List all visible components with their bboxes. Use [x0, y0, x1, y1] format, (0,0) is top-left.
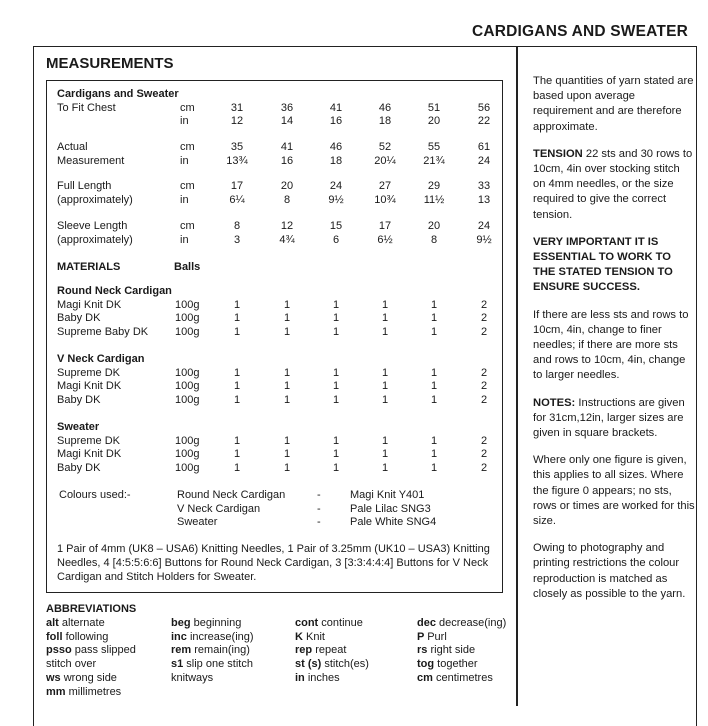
ball-quantity: 1 — [430, 380, 438, 392]
ball-quantity: 1 — [430, 461, 438, 474]
abbreviation-term: alt — [46, 617, 62, 629]
one-figure-note: Where only one figure is given, this applies to all sizes. Where the figure 0 appears; no sts, rows or times are worked for this size. — [533, 454, 695, 528]
abbreviation-meaning: knitways — [171, 671, 214, 684]
abbreviation-meaning: repeat — [315, 644, 347, 657]
actual-in-value: 24 — [477, 154, 491, 167]
chest-cm-value: 46 — [378, 101, 392, 114]
sleeve-in-value: 9½ — [476, 233, 492, 246]
ball-quantity: 1 — [332, 393, 340, 406]
abbreviation-meaning: pass slipped — [74, 644, 136, 657]
ball-quantity: 2 — [480, 434, 488, 447]
abbreviation-item — [171, 644, 250, 658]
yarn-name: Magi Knit DK — [57, 380, 122, 392]
notes-note — [533, 396, 695, 442]
ball-quantity: 1 — [430, 393, 438, 406]
material-group-title: V Neck Cardigan — [57, 353, 145, 365]
ball-quantity: 1 — [283, 312, 291, 324]
colour-name: Pale Lilac SNG3 — [350, 502, 431, 515]
colour-dash: - — [317, 516, 321, 528]
length-unit-in: in — [180, 193, 189, 206]
sleeve-unit-in: in — [180, 233, 189, 246]
ball-quantity: 1 — [233, 312, 241, 324]
abbreviation-term: dec — [417, 617, 440, 629]
ball-quantity: 1 — [332, 325, 340, 338]
abbreviation-meaning: slip one stitch — [186, 658, 253, 671]
abbreviation-meaning: remain(ing) — [194, 644, 250, 657]
sidebar-notes — [533, 74, 695, 614]
abbreviation-term: psso — [46, 644, 75, 657]
sleeve-label: Sleeve Length — [57, 220, 128, 232]
ball-quantity: 1 — [283, 380, 291, 392]
needles-line: 1 Pair of 4mm (UK8 – USA6) Knitting Needles, 1 Pair of 3.25mm (UK10 – USA3) Knitting — [57, 543, 490, 555]
abbreviations-title: ABBREVIATIONS — [46, 603, 137, 615]
tension-note — [533, 147, 695, 223]
ball-quantity: 1 — [332, 434, 340, 447]
abbreviation-meaning: centimetres — [435, 671, 493, 684]
yarn-weight: 100g — [175, 448, 200, 460]
abbreviation-item — [46, 686, 121, 700]
length-in-value: 10¾ — [374, 193, 396, 206]
chest-cm-value: 56 — [477, 101, 491, 114]
ball-quantity: 1 — [233, 434, 241, 447]
actual-cm-value: 35 — [230, 141, 244, 153]
ball-quantity: 1 — [381, 312, 389, 324]
length-in-value: 6¼ — [229, 193, 245, 206]
actual-cm-value: 55 — [427, 141, 441, 153]
colour-dash: - — [317, 502, 321, 515]
actual-cm-value: 52 — [378, 141, 392, 153]
measurements-title: MEASUREMENTS — [46, 55, 174, 72]
ball-quantity: 2 — [480, 325, 488, 338]
abbreviation-term: inc — [171, 630, 190, 643]
length-cm-value: 27 — [378, 180, 392, 192]
notes-label: NOTES: — [533, 396, 576, 409]
sleeve-in-value: 6 — [332, 233, 340, 246]
chest-in-value: 12 — [230, 115, 244, 127]
abbreviation-meaning: decrease(ing) — [439, 617, 507, 629]
material-group-title: Round Neck Cardigan — [57, 285, 172, 297]
yarn-quantities-note: The quantities of yarn stated are based upon average requirement and are therefore approximate. — [533, 75, 694, 133]
ball-quantity: 1 — [233, 380, 241, 392]
sleeve-cm-value: 20 — [427, 220, 441, 232]
length-in-value: 13 — [477, 193, 491, 206]
yarn-weight: 100g — [175, 312, 200, 324]
yarn-name: Magi Knit DK — [57, 448, 122, 460]
needles-line: Needles, 4 [4:5:5:6:6] Buttons for Round Neck Cardigan, 3 [3:3:4:4:4] Buttons for V Neck — [57, 557, 489, 569]
abbreviation-meaning: alternate — [61, 617, 105, 629]
length-label-2: (approximately) — [57, 193, 133, 206]
colour-name: Pale White SNG4 — [350, 516, 437, 528]
actual-unit-cm: cm — [180, 141, 195, 153]
abbreviation-item — [417, 672, 493, 686]
abbreviation-meaning: together — [437, 658, 478, 671]
ball-quantity: 2 — [480, 366, 488, 379]
yarn-name: Supreme Baby DK — [57, 325, 149, 338]
chest-unit-cm: cm — [180, 101, 195, 114]
notes-text: Instructions are given for 31cm,12in, larger sizes are given in square brackets. — [533, 396, 685, 440]
abbreviation-item — [295, 644, 346, 658]
ball-quantity: 1 — [283, 448, 291, 460]
ball-quantity: 1 — [233, 461, 241, 474]
ball-quantity: 1 — [283, 461, 291, 474]
ball-quantity: 1 — [430, 312, 438, 324]
actual-in-value: 20¼ — [374, 154, 396, 167]
ball-quantity: 1 — [332, 380, 340, 392]
abbreviation-meaning: wrong side — [63, 671, 117, 684]
abbreviation-item — [295, 658, 369, 672]
actual-cm-value: 61 — [477, 141, 491, 153]
ball-quantity: 1 — [233, 366, 241, 379]
ball-quantity: 1 — [233, 298, 241, 311]
abbreviation-term: in — [295, 671, 308, 684]
ball-quantity: 1 — [332, 461, 340, 474]
abbreviation-item — [171, 631, 254, 645]
chest-in-value: 20 — [427, 115, 441, 127]
yarn-weight: 100g — [175, 366, 200, 379]
abbreviation-meaning: stitch over — [46, 658, 97, 671]
abbreviation-term: rs — [417, 644, 431, 657]
sleeve-label-2: (approximately) — [57, 233, 133, 246]
abbreviation-term: P — [417, 630, 428, 643]
chest-cm-value: 31 — [230, 101, 244, 114]
colour-garment: V Neck Cardigan — [177, 502, 261, 515]
length-unit-cm: cm — [180, 180, 195, 192]
ball-quantity: 1 — [332, 366, 340, 379]
ball-quantity: 1 — [381, 393, 389, 406]
yarn-weight: 100g — [175, 461, 200, 474]
yarn-name: Supreme DK — [57, 366, 120, 379]
chest-label: To Fit Chest — [57, 101, 116, 114]
ball-quantity: 1 — [283, 298, 291, 311]
ball-quantity: 1 — [381, 448, 389, 460]
sleeve-cm-value: 17 — [378, 220, 392, 232]
ball-quantity: 1 — [332, 298, 340, 311]
abbreviation-item — [295, 617, 363, 631]
ball-quantity: 1 — [381, 298, 389, 311]
yarn-name: Supreme DK — [57, 434, 120, 447]
ball-quantity: 1 — [381, 461, 389, 474]
length-in-value: 8 — [283, 193, 291, 206]
abbreviation-item — [46, 617, 105, 631]
ball-quantity: 1 — [283, 393, 291, 406]
sleeve-in-value: 8 — [430, 233, 438, 246]
abbreviation-item — [171, 617, 241, 631]
ball-quantity: 2 — [480, 461, 488, 474]
abbreviation-item — [46, 644, 136, 658]
ball-quantity: 2 — [480, 380, 488, 392]
yarn-name: Baby DK — [57, 393, 101, 406]
length-in-value: 11½ — [423, 193, 445, 206]
colour-name: Magi Knit Y401 — [350, 489, 425, 501]
abbreviation-item — [46, 658, 96, 672]
length-cm-value: 29 — [427, 180, 441, 192]
ball-quantity: 1 — [332, 312, 340, 324]
tension-label: TENSION — [533, 147, 583, 160]
ball-quantity: 2 — [480, 298, 488, 311]
ball-quantity: 1 — [430, 448, 438, 460]
abbreviation-item — [417, 658, 478, 672]
abbreviation-term: rem — [171, 644, 195, 657]
abbreviation-meaning: following — [65, 630, 109, 643]
length-in-value: 9½ — [328, 193, 344, 206]
abbreviation-item — [417, 631, 447, 645]
abbreviation-term: cont — [295, 617, 322, 629]
abbreviation-term: tog — [417, 658, 438, 671]
sleeve-cm-value: 24 — [477, 220, 491, 232]
abbreviation-meaning: right side — [430, 644, 476, 657]
ball-quantity: 1 — [430, 325, 438, 338]
abbreviation-item — [295, 672, 340, 686]
page-title: CARDIGANS AND SWEATER — [471, 23, 688, 40]
chest-in-value: 18 — [378, 115, 392, 127]
yarn-weight: 100g — [175, 434, 200, 447]
needle-adjust-note: If there are less sts and rows to 10cm, 4in, change to finer needles; if there are more sts and rows to 10cm, 4in, change to larger needles. — [533, 308, 689, 382]
yarn-weight: 100g — [175, 393, 200, 406]
actual-in-value: 21¾ — [423, 154, 445, 167]
important-note: VERY IMPORTANT IT IS ESSENTIAL TO WORK TO THE STATED TENSION TO ENSURE SUCCESS. — [533, 235, 673, 294]
abbreviation-term: foll — [46, 630, 66, 643]
sleeve-unit-cm: cm — [180, 220, 195, 232]
length-cm-value: 24 — [329, 180, 343, 192]
colour-dash: - — [317, 489, 321, 501]
ball-quantity: 1 — [233, 393, 241, 406]
ball-quantity: 1 — [381, 434, 389, 447]
abbreviation-term: s1 — [171, 658, 187, 671]
abbreviation-item — [46, 631, 108, 645]
abbreviation-item — [417, 617, 506, 631]
abbreviation-term: st (s) — [295, 658, 325, 671]
sleeve-in-value: 3 — [233, 233, 241, 246]
material-group-title: Sweater — [57, 421, 100, 433]
ball-quantity: 1 — [430, 434, 438, 447]
ball-quantity: 2 — [480, 448, 488, 460]
yarn-weight: 100g — [175, 325, 200, 338]
actual-unit-in: in — [180, 154, 189, 167]
yarn-name: Baby DK — [57, 461, 101, 474]
yarn-name: Baby DK — [57, 312, 101, 324]
ball-quantity: 1 — [283, 325, 291, 338]
ball-quantity: 1 — [381, 366, 389, 379]
actual-label-2: Measurement — [57, 154, 125, 167]
ball-quantity: 2 — [480, 312, 488, 324]
abbreviation-meaning: millimetres — [68, 685, 122, 698]
yarn-weight: 100g — [175, 298, 200, 311]
group-title: Cardigans and Sweater — [57, 88, 179, 100]
ball-quantity: 1 — [283, 434, 291, 447]
sleeve-in-value: 4¾ — [279, 233, 295, 246]
abbreviation-item — [295, 631, 325, 645]
ball-quantity: 1 — [430, 366, 438, 379]
abbreviation-term: cm — [417, 671, 436, 684]
tension-text: 22 sts and 30 rows to 10cm, 4in over stocking stitch on 4mm needles, or the size required to give the correct tension. — [533, 147, 693, 221]
abbreviation-meaning: increase(ing) — [189, 630, 254, 643]
length-label: Full Length — [57, 180, 112, 192]
actual-in-value: 16 — [280, 154, 294, 167]
needles-line: Cardigan and Stitch Holders for Sweater. — [57, 571, 257, 583]
chest-cm-value: 41 — [329, 101, 343, 114]
chest-in-value: 16 — [329, 115, 343, 127]
abbreviation-meaning: inches — [307, 671, 340, 684]
colour-garment: Round Neck Cardigan — [177, 489, 286, 501]
abbreviation-term: ws — [46, 671, 64, 684]
materials-title: MATERIALS — [57, 261, 121, 273]
yarn-weight: 100g — [175, 380, 200, 392]
ball-quantity: 1 — [430, 298, 438, 311]
ball-quantity: 1 — [381, 380, 389, 392]
ball-quantity: 1 — [233, 448, 241, 460]
chest-in-value: 22 — [477, 115, 491, 127]
actual-cm-value: 46 — [329, 141, 343, 153]
balls-label: Balls — [174, 261, 201, 273]
length-cm-value: 33 — [477, 180, 491, 192]
chest-unit-in: in — [180, 115, 189, 127]
actual-in-value: 13¾ — [226, 154, 248, 167]
colours-label: Colours used:- — [59, 489, 131, 501]
ball-quantity: 1 — [283, 366, 291, 379]
column-divider — [516, 46, 518, 706]
abbreviation-meaning: continue — [321, 617, 363, 629]
abbreviation-item — [417, 644, 475, 658]
chest-cm-value: 51 — [427, 101, 441, 114]
abbreviation-meaning: Purl — [427, 630, 447, 643]
yarn-name: Magi Knit DK — [57, 298, 122, 311]
sleeve-cm-value: 12 — [280, 220, 294, 232]
abbreviation-meaning: stitch(es) — [324, 658, 369, 671]
length-cm-value: 20 — [280, 180, 294, 192]
ball-quantity: 1 — [381, 325, 389, 338]
abbreviation-meaning: beginning — [193, 617, 242, 629]
chest-cm-value: 36 — [280, 101, 294, 114]
abbreviation-term: mm — [46, 685, 69, 698]
sleeve-in-value: 6½ — [377, 233, 393, 246]
abbreviation-item — [171, 658, 253, 672]
ball-quantity: 2 — [480, 393, 488, 406]
abbreviation-meaning: Knit — [306, 630, 325, 643]
actual-in-value: 18 — [329, 154, 343, 167]
photography-note: Owing to photography and printing restrictions the colour reproduction is matched as closely as possible to the yarn. — [533, 542, 686, 600]
sleeve-cm-value: 15 — [329, 220, 343, 232]
abbreviation-term: beg — [171, 617, 194, 629]
actual-cm-value: 41 — [280, 141, 294, 153]
abbreviation-item — [171, 672, 213, 686]
abbreviation-term: K — [295, 630, 306, 643]
ball-quantity: 1 — [233, 325, 241, 338]
length-cm-value: 17 — [230, 180, 244, 192]
actual-label: Actual — [57, 141, 88, 153]
abbreviation-term: rep — [295, 644, 316, 657]
abbreviation-item — [46, 672, 117, 686]
colour-garment: Sweater — [177, 516, 218, 528]
chest-in-value: 14 — [280, 115, 294, 127]
ball-quantity: 1 — [332, 448, 340, 460]
sleeve-cm-value: 8 — [233, 220, 241, 232]
